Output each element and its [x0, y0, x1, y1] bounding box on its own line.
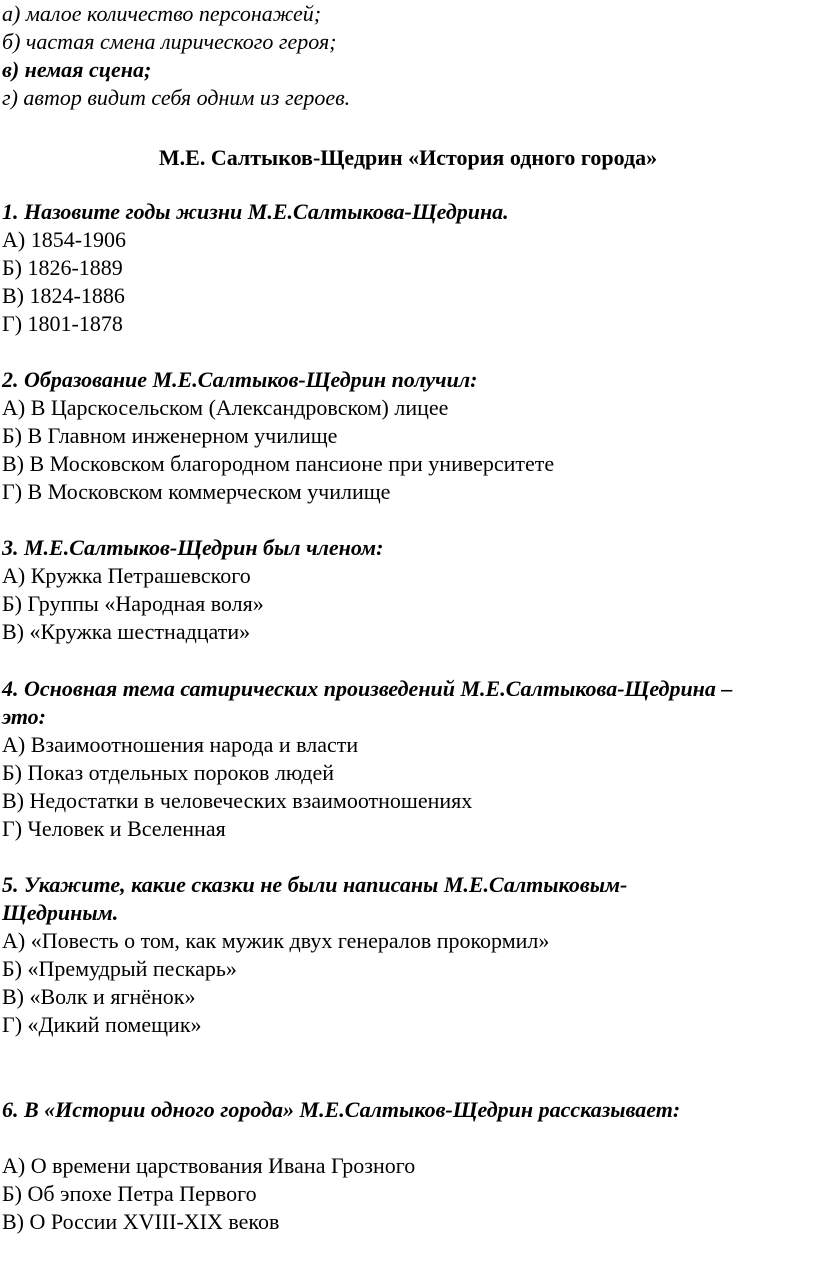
- question-5-option-b: Б) «Премудрый пескарь»: [2, 956, 237, 981]
- question-2-heading: 2. Образование М.Е.Салтыков-Щедрин получил:: [2, 367, 478, 392]
- question-5-option-d: Г) «Дикий помещик»: [2, 1012, 202, 1037]
- question-4-heading: 4. Основная тема сатирических произведений М.Е.Салтыкова-Щедрина –: [2, 676, 733, 701]
- question-6-option-c: В) О России XVIII-XIX веков: [2, 1209, 280, 1234]
- question-4-option-b: Б) Показ отдельных пороков людей: [2, 760, 334, 785]
- question-1-option-d: Г) 1801-1878: [2, 311, 123, 336]
- question-4-heading-cont: это:: [2, 704, 46, 729]
- question-1-option-b: Б) 1826-1889: [2, 255, 123, 280]
- question-6-option-b: Б) Об эпохе Петра Первого: [2, 1181, 257, 1206]
- question-1-heading: 1. Назовите годы жизни М.Е.Салтыкова-Щедрина.: [2, 199, 509, 224]
- prev-option-a: а) малое количество персонажей;: [2, 1, 322, 26]
- question-5-heading-cont: Щедриным.: [2, 900, 119, 925]
- prev-option-c-answer: в) немая сцена;: [2, 57, 152, 82]
- question-1-option-a: А) 1854-1906: [2, 227, 127, 252]
- question-5-option-a: А) «Повесть о том, как мужик двух генералов прокормил»: [2, 928, 550, 953]
- question-6-heading: 6. В «Истории одного города» М.Е.Салтыков-Щедрин рассказывает:: [2, 1097, 681, 1122]
- prev-option-b: б) частая смена лирического героя;: [2, 29, 337, 54]
- question-2-option-a: А) В Царскосельском (Александровском) лицее: [2, 395, 449, 420]
- question-2-option-d: Г) В Московском коммерческом училище: [2, 479, 391, 504]
- question-2-option-b: Б) В Главном инженерном училище: [2, 423, 338, 448]
- question-5-heading: 5. Укажите, какие сказки не были написаны М.Е.Салтыковым-: [2, 872, 628, 897]
- question-3-heading: 3. М.Е.Салтыков-Щедрин был членом:: [2, 535, 384, 560]
- question-5-option-c: В) «Волк и ягнёнок»: [2, 984, 196, 1009]
- question-3-option-a: А) Кружка Петрашевского: [2, 563, 251, 588]
- question-6-option-a: А) О времени царствования Ивана Грозного: [2, 1153, 416, 1178]
- question-3-option-b: Б) Группы «Народная воля»: [2, 591, 264, 616]
- question-3-option-c: В) «Кружка шестнадцати»: [2, 619, 251, 644]
- prev-option-d: г) автор видит себя одним из героев.: [2, 85, 351, 110]
- question-1-option-c: В) 1824-1886: [2, 283, 125, 308]
- question-2-option-c: В) В Московском благородном пансионе при университете: [2, 451, 555, 476]
- question-4-option-c: В) Недостатки в человеческих взаимоотношениях: [2, 788, 473, 813]
- section-title: М.Е. Салтыков-Щедрин «История одного города»: [158, 145, 658, 170]
- question-4-option-a: А) Взаимоотношения народа и власти: [2, 732, 359, 757]
- question-4-option-d: Г) Человек и Вселенная: [2, 816, 226, 841]
